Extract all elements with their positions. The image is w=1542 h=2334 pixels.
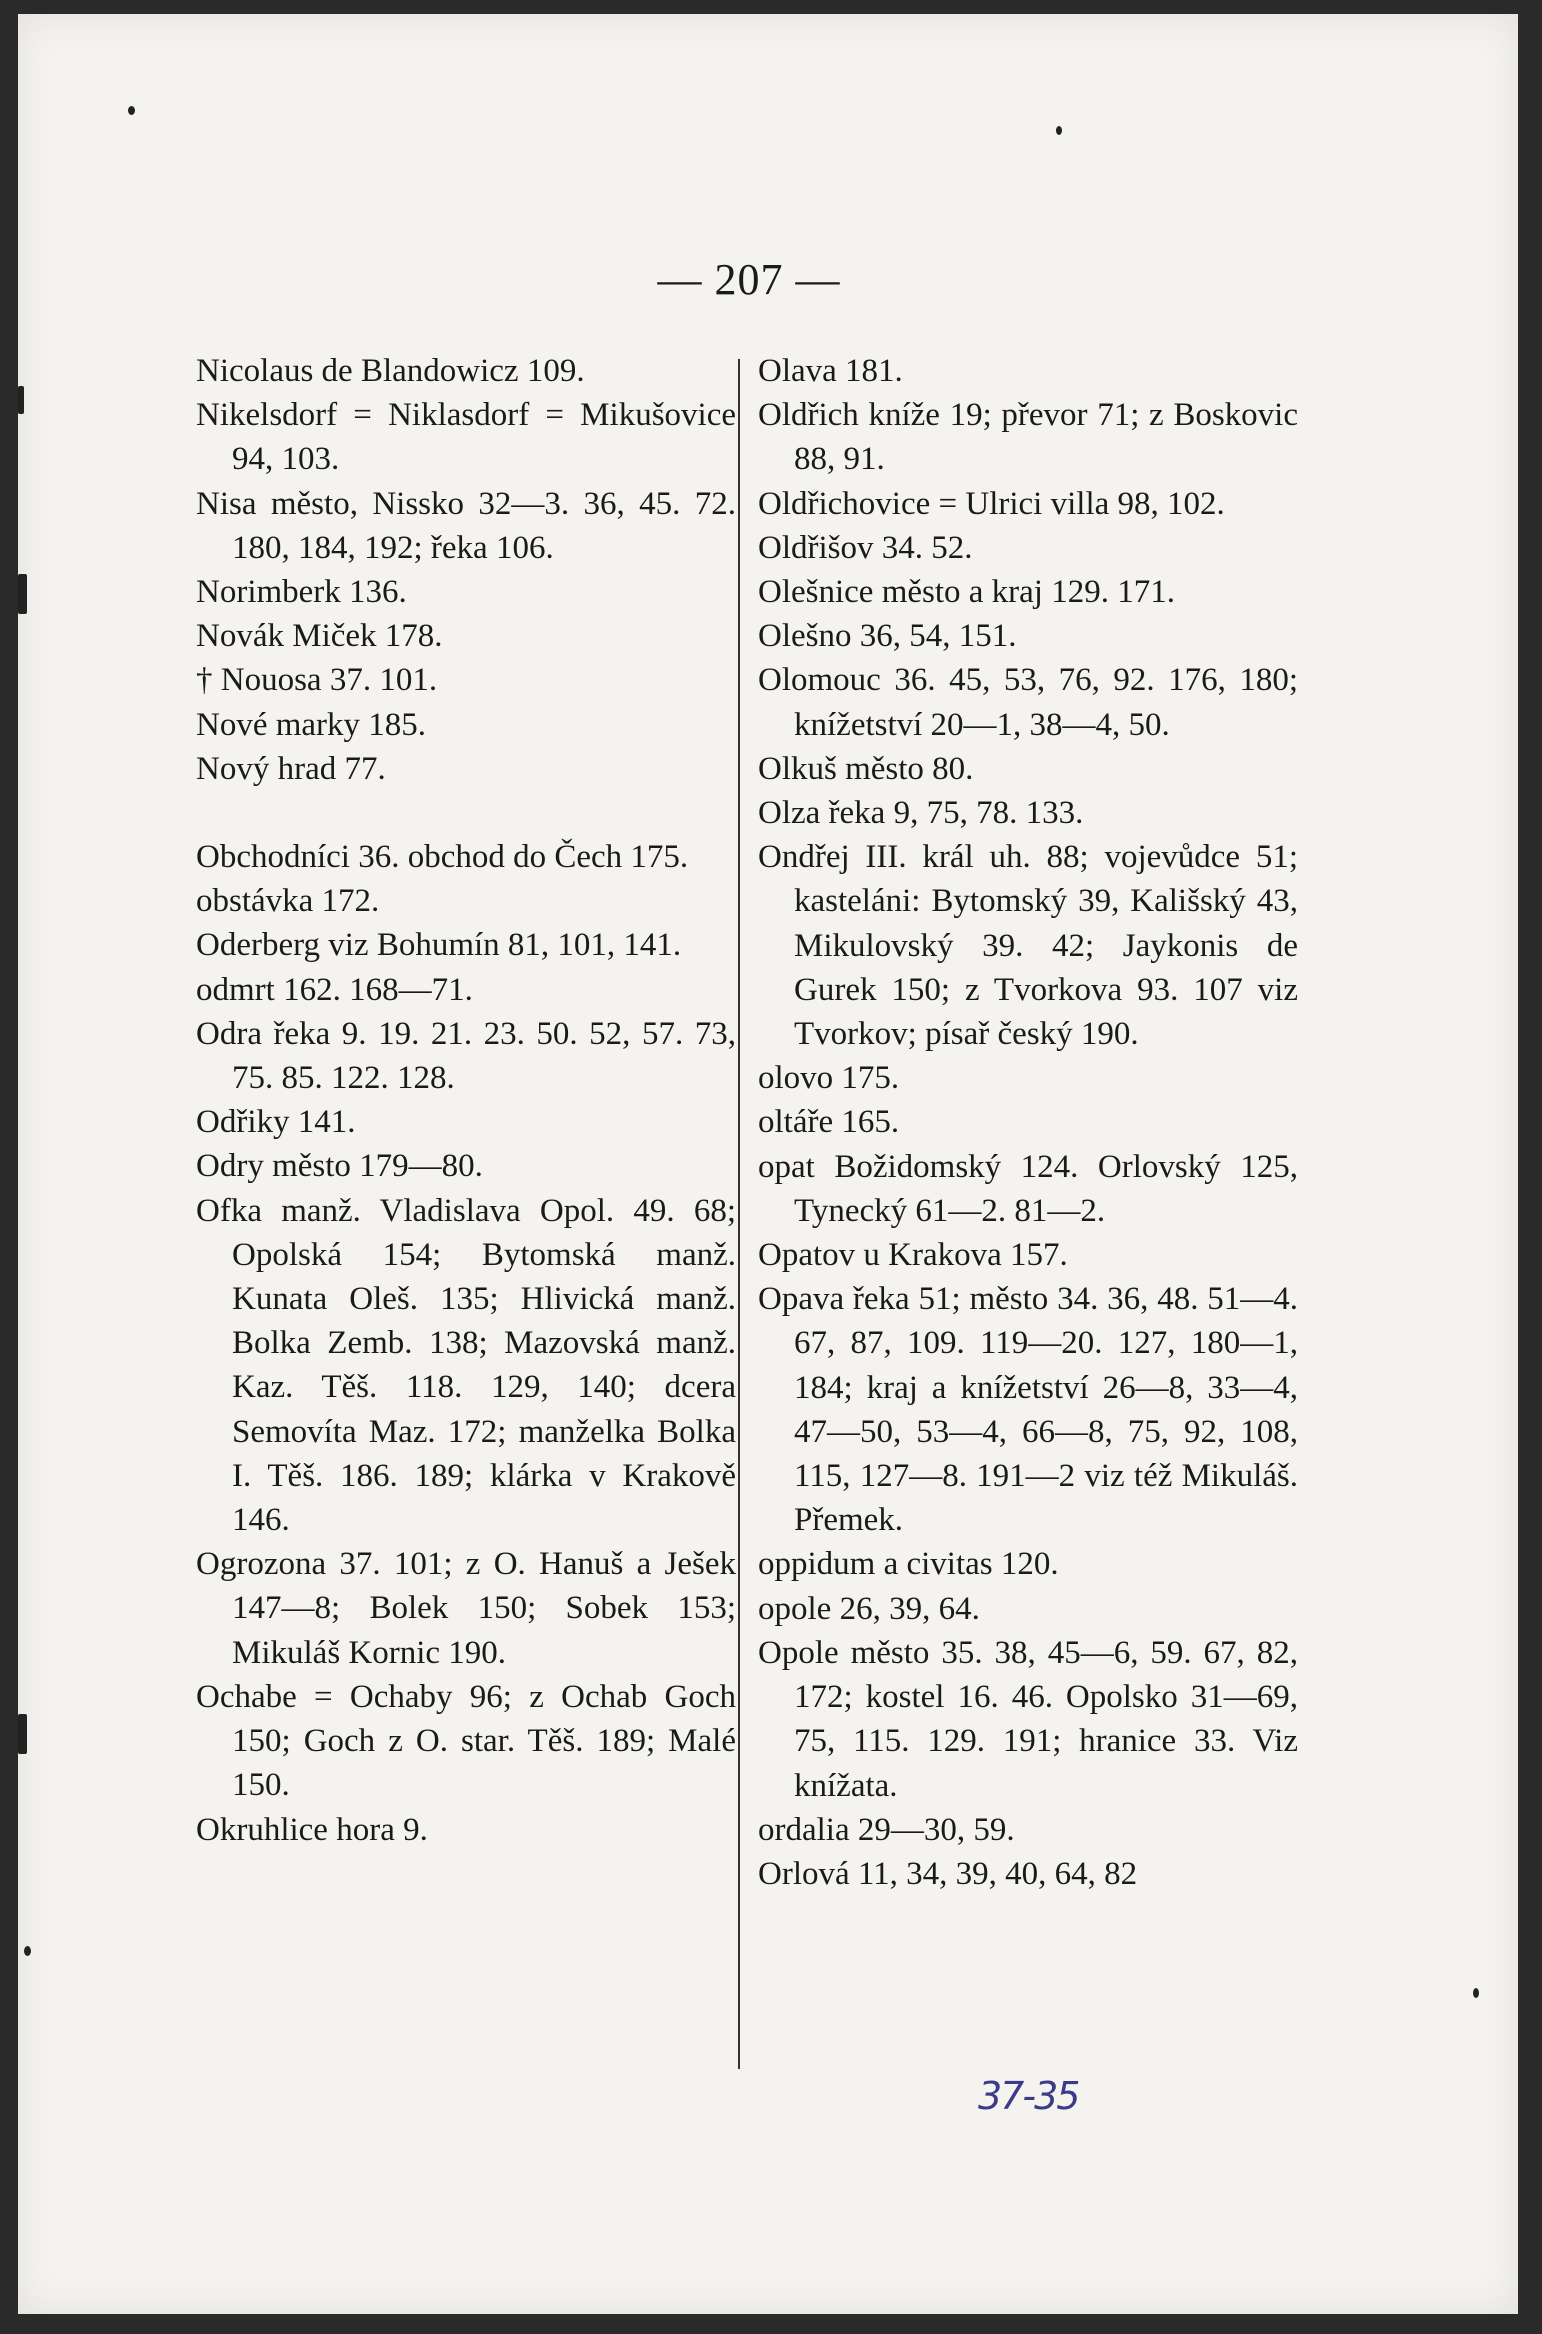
index-entry: Olkuš město 80. bbox=[758, 750, 974, 787]
index-entry: Oderberg viz Bohumín 81, 101, 141. bbox=[196, 927, 682, 964]
index-entry: Olešno 36, 54, 151. bbox=[758, 618, 1017, 655]
index-entry: Olešnice město a kraj 129. 171. bbox=[758, 574, 1175, 611]
index-entry: Odřiky 141. bbox=[196, 1104, 356, 1141]
speck-mark bbox=[24, 1946, 31, 1956]
index-entry: Ochabe = Ochaby 96; z Ochab Goch 150; Goch z O. star. Těš. 189; Malé 150. bbox=[196, 1678, 736, 1804]
speck-mark bbox=[18, 386, 24, 414]
speck-mark bbox=[128, 106, 135, 115]
index-entry: Nisa město, Nissko 32—3. 36, 45. 72. 180, 184, 192; řeka 106. bbox=[196, 485, 736, 566]
index-entry: Nicolaus de Blandowicz 109. bbox=[196, 353, 585, 389]
index-entry: Odra řeka 9. 19. 21. 23. 50. 52, 57. 73, 75. 85. 122. 128. bbox=[196, 1015, 736, 1097]
index-entry: Olomouc 36. 45, 53, 76, 92. 176, 180; knížetství 20—1, 38—4, 50. bbox=[758, 662, 1298, 743]
index-entry: obstávka 172. bbox=[196, 883, 380, 920]
speck-mark bbox=[1473, 1988, 1479, 1998]
handwritten-note: 37-35 bbox=[978, 2074, 1079, 2118]
index-entry: Oldřišov 34. 52. bbox=[758, 529, 973, 566]
index-entry: opat Božidomský 124. Orlovský 125, Tynecký 61—2. 81—2. bbox=[758, 1148, 1298, 1229]
index-entry: Novák Miček 178. bbox=[196, 618, 443, 655]
index-entry: Obchodníci 36. obchod do Čech 175. bbox=[196, 839, 689, 876]
index-entry: opole 26, 39, 64. bbox=[758, 1590, 980, 1627]
index-entry: ordalia 29—30, 59. bbox=[758, 1811, 1015, 1848]
index-entry: olovo 175. bbox=[758, 1060, 900, 1097]
book-page bbox=[18, 14, 1518, 2314]
index-entry: Norimberk 136. bbox=[196, 574, 407, 611]
index-entry: Nikelsdorf = Niklasdorf = Mikušovice 94, 103. bbox=[196, 397, 736, 478]
index-entry: Orlová 11, 34, 39, 40, 64, 82 bbox=[758, 1855, 1138, 1892]
index-column-left bbox=[196, 349, 736, 1852]
index-entry: Nový hrad 77. bbox=[196, 750, 386, 787]
page-number: — 207 — bbox=[657, 255, 841, 304]
column-divider bbox=[738, 359, 740, 2069]
index-entry: Ofka manž. Vladislava Opol. 49. 68; Opolská 154; Bytomská manž. Kunata Oleš. 135; Hlivická manž. Bolka Zemb. 138; Mazovská manž. Kaz. Těš. 118. 129, 140; dcera Semovíta Maz. 172; manželka Bolka I. Těš. 186. 189; klárka v Krakově 146. bbox=[196, 1192, 736, 1539]
index-entry: Okruhlice hora 9. bbox=[196, 1811, 428, 1848]
index-entry: Odry město 179—80. bbox=[196, 1148, 483, 1185]
speck-mark bbox=[18, 574, 27, 614]
index-entry: odmrt 162. 168—71. bbox=[196, 971, 473, 1008]
index-column-right bbox=[758, 349, 1298, 1896]
index-entry: Oldřichovice = Ulrici villa 98, 102. bbox=[758, 485, 1225, 522]
index-entry: Ogrozona 37. 101; z O. Hanuš a Ješek 147—8; Bolek 150; Sobek 153; Mikuláš Kornic 190. bbox=[196, 1546, 736, 1671]
index-entry: oltáře 165. bbox=[758, 1104, 900, 1141]
index-entry: Nové marky 185. bbox=[196, 706, 427, 743]
index-entry: Opole město 35. 38, 45—6, 59. 67, 82, 172; kostel 16. 46. Opolsko 31—69, 75, 115. 129. 191; hranice 33. Viz knížata. bbox=[758, 1634, 1298, 1804]
speck-mark bbox=[18, 1714, 27, 1754]
index-entry: Olza řeka 9, 75, 78. 133. bbox=[758, 795, 1084, 832]
index-entry: Olava 181. bbox=[758, 353, 903, 389]
index-entry: † Nouosa 37. 101. bbox=[196, 662, 438, 699]
index-entry: Oldřich kníže 19; převor 71; z Boskovic 88, 91. bbox=[758, 397, 1298, 478]
index-entry: Ondřej III. král uh. 88; vojevůdce 51; kasteláni: Bytomský 39, Kališský 43, Mikulovský 39. 42; Jaykonis de Gurek 150; z Tvorkova 93. 107 viz Tvorkov; písař český 190. bbox=[758, 839, 1298, 1053]
index-entry: Opava řeka 51; město 34. 36, 48. 51—4. 67, 87, 109. 119—20. 127, 180—1, 184; kraj a knížetství 26—8, 33—4, 47—50, 53—4, 66—8, 75, 92, 108, 115, 127—8. 191—2 viz též Mikuláš. Přemek. bbox=[758, 1281, 1298, 1539]
index-entry: oppidum a civitas 120. bbox=[758, 1546, 1059, 1583]
index-entry: Opatov u Krakova 157. bbox=[758, 1237, 1068, 1274]
speck-mark bbox=[1056, 126, 1062, 135]
